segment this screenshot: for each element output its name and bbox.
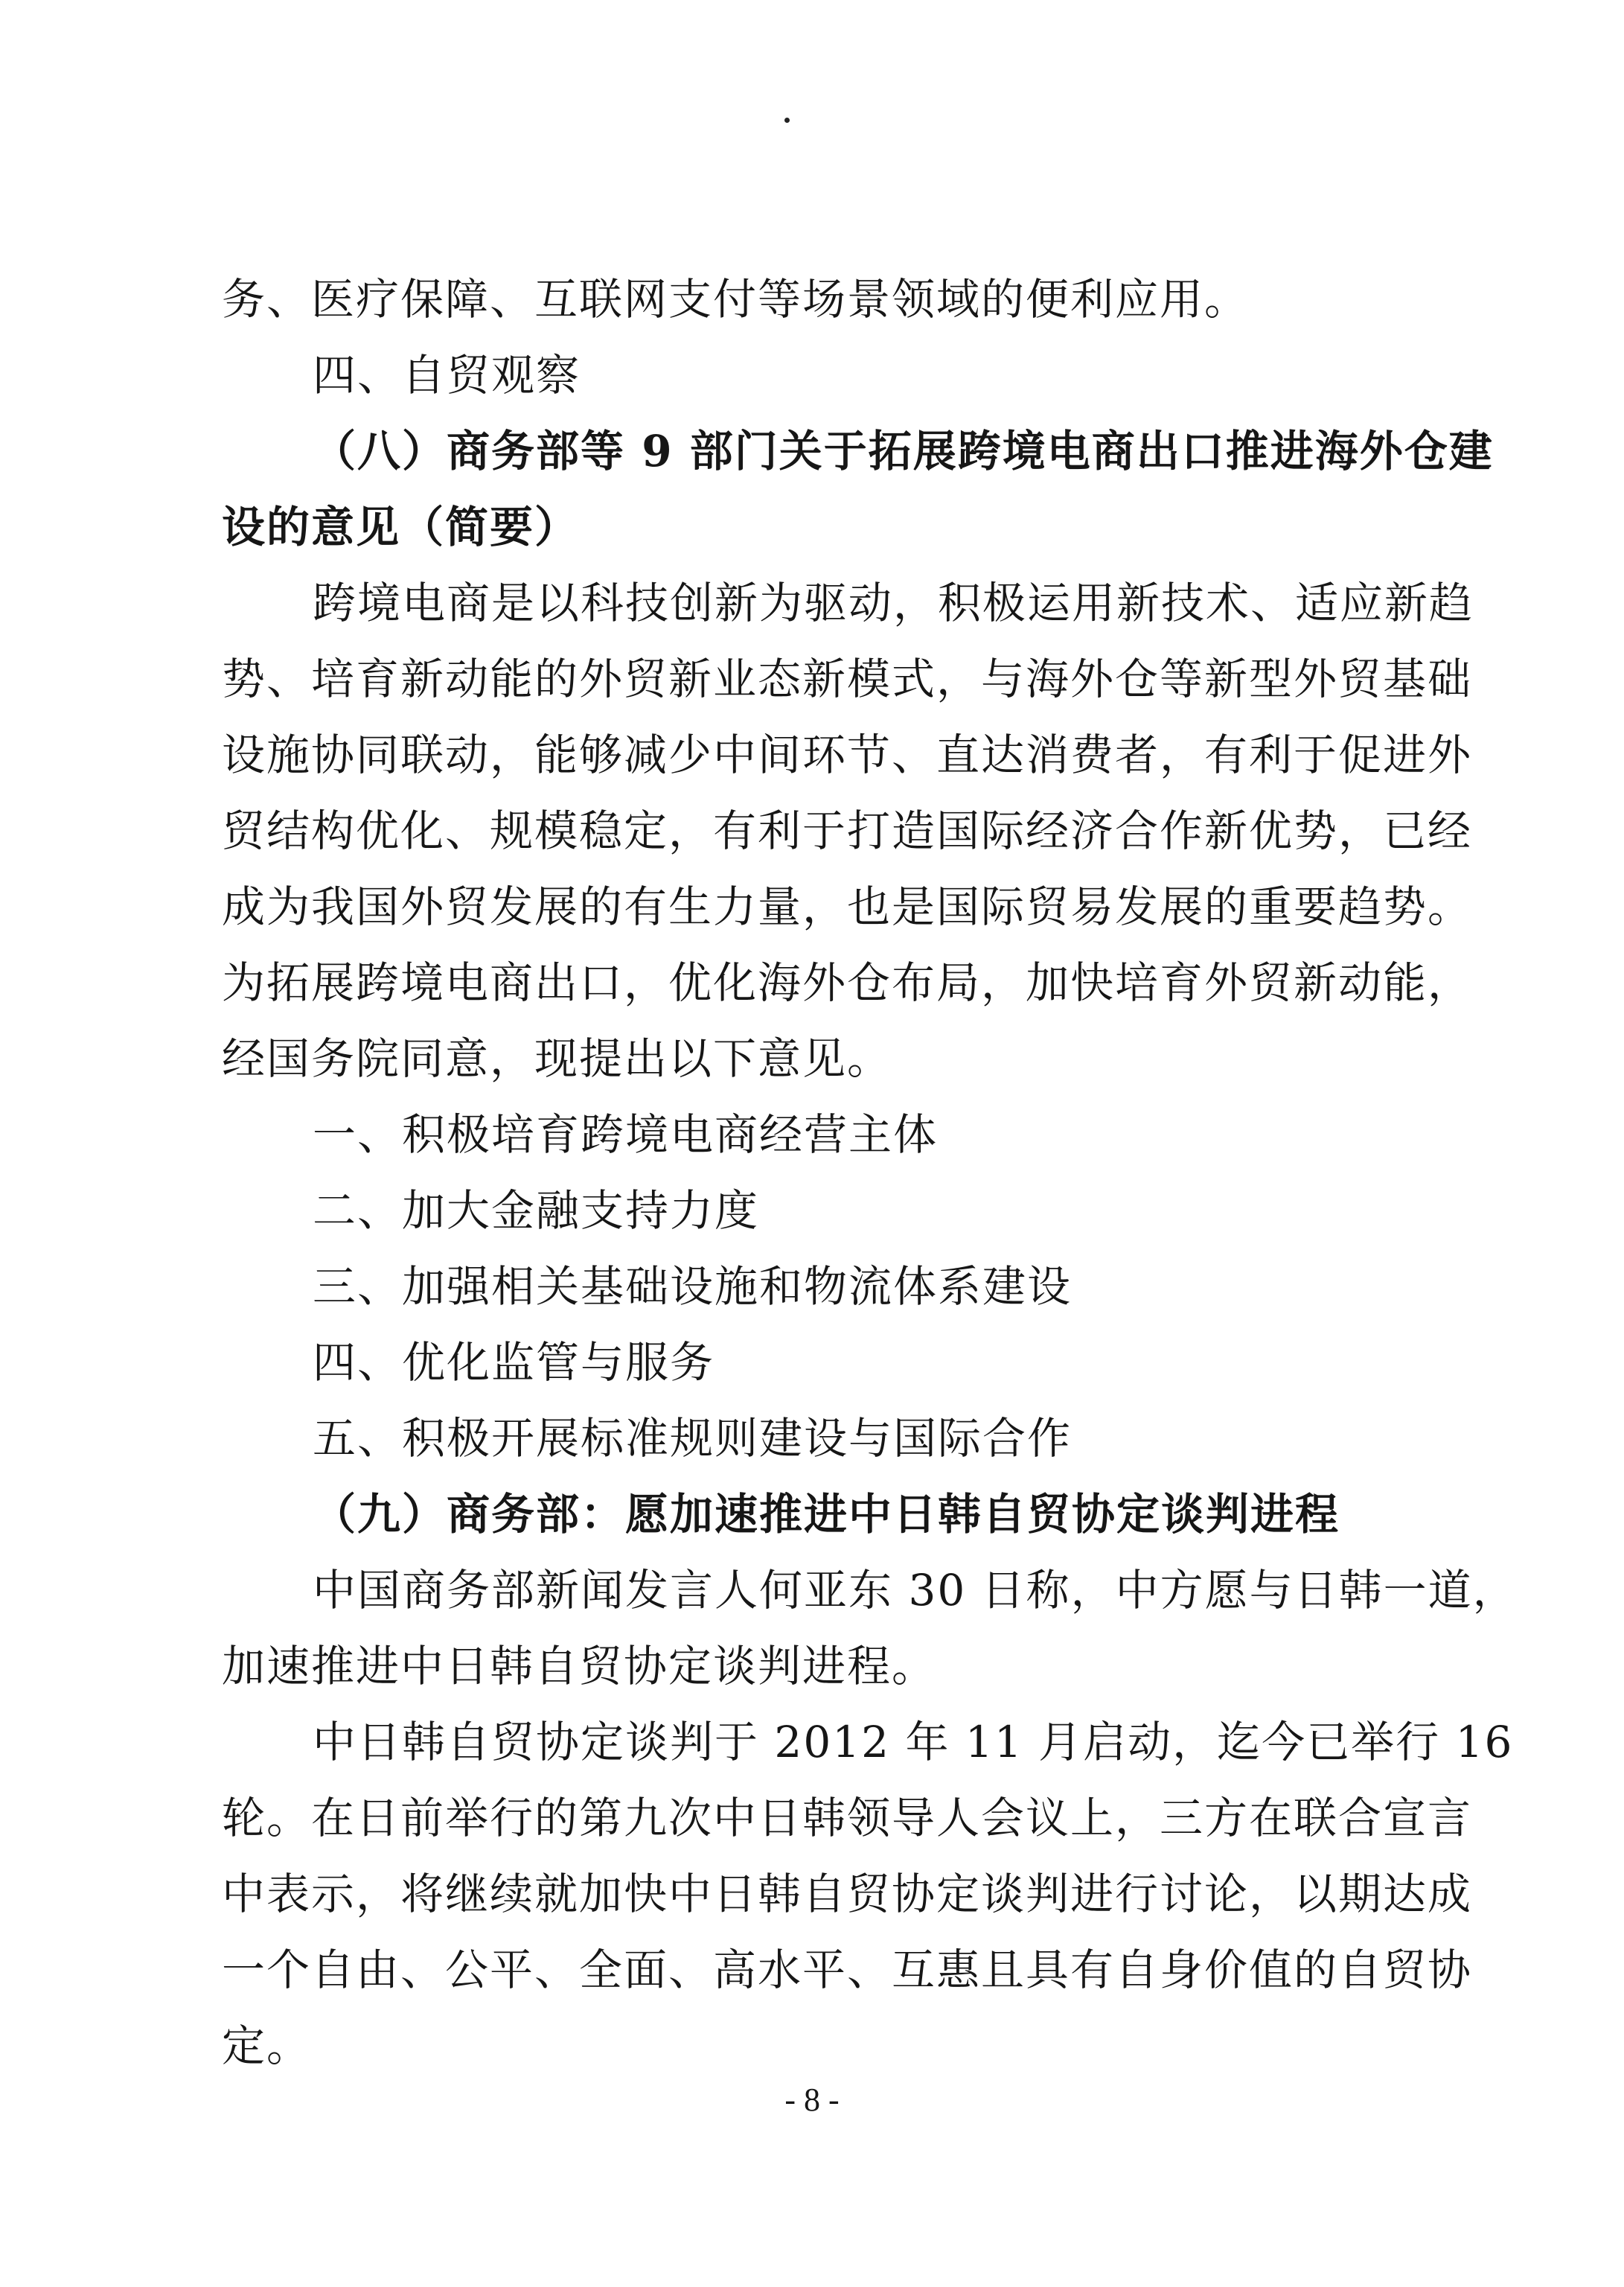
paragraph-line: 为拓展跨境电商出口，优化海外仓布局，加快培育外贸新动能， bbox=[222, 957, 1473, 1008]
paragraph-line: 中日韩自贸协定谈判于 2012 年 11 月启动，迄今已举行 16 bbox=[313, 1717, 1514, 1767]
list-item: 一、积极培育跨境电商经营主体 bbox=[313, 1109, 939, 1160]
paragraph-line: 势、培育新动能的外贸新业态新模式，与海外仓等新型外贸基础 bbox=[222, 654, 1473, 704]
article-heading: （八）商务部等 9 部门关于拓展跨境电商出口推进海外仓建 bbox=[313, 426, 1494, 476]
list-item: 四、优化监管与服务 bbox=[313, 1337, 715, 1388]
paragraph-line: 中国商务部新闻发言人何亚东 30 日称，中方愿与日韩一道， bbox=[313, 1565, 1518, 1615]
article-heading: （九）商务部：愿加速推进中日韩自贸协定谈判进程 bbox=[313, 1489, 1340, 1540]
paragraph-line: 成为我国外贸发展的有生力量，也是国际贸易发展的重要趋势。 bbox=[222, 881, 1473, 932]
paragraph-line: 务、医疗保障、互联网支付等场景领域的便利应用。 bbox=[222, 274, 1250, 325]
page-number: - 8 - bbox=[784, 2082, 840, 2118]
paragraph-line: 跨境电商是以科技创新为驱动，积极运用新技术、适应新趋 bbox=[313, 578, 1474, 628]
list-item: 五、积极开展标准规则建设与国际合作 bbox=[313, 1413, 1072, 1464]
scan-dot bbox=[784, 118, 790, 123]
section-heading: 四、自贸观察 bbox=[313, 350, 581, 401]
paragraph-line: 经国务院同意，现提出以下意见。 bbox=[222, 1033, 892, 1084]
paragraph-line: 加速推进中日韩自贸协定谈判进程。 bbox=[222, 1641, 937, 1691]
paragraph-line: 贸结构优化、规模稳定，有利于打造国际经济合作新优势，已经 bbox=[222, 806, 1473, 856]
paragraph-line: 设施协同联动，能够减少中间环节、直达消费者，有利于促进外 bbox=[222, 730, 1473, 780]
list-item: 三、加强相关基础设施和物流体系建设 bbox=[313, 1261, 1072, 1312]
article-heading: 设的意见（简要） bbox=[222, 502, 580, 552]
paragraph-line: 轮。在日前举行的第九次中日韩领导人会议上，三方在联合宣言 bbox=[222, 1793, 1473, 1843]
list-item: 二、加大金融支持力度 bbox=[313, 1185, 760, 1236]
paragraph-line: 一个自由、公平、全面、高水平、互惠且具有自身价值的自贸协 bbox=[222, 1945, 1473, 1995]
paragraph-line: 中表示，将继续就加快中日韩自贸协定谈判进行讨论，以期达成 bbox=[222, 1869, 1473, 1919]
paragraph-line: 定。 bbox=[222, 2020, 312, 2071]
